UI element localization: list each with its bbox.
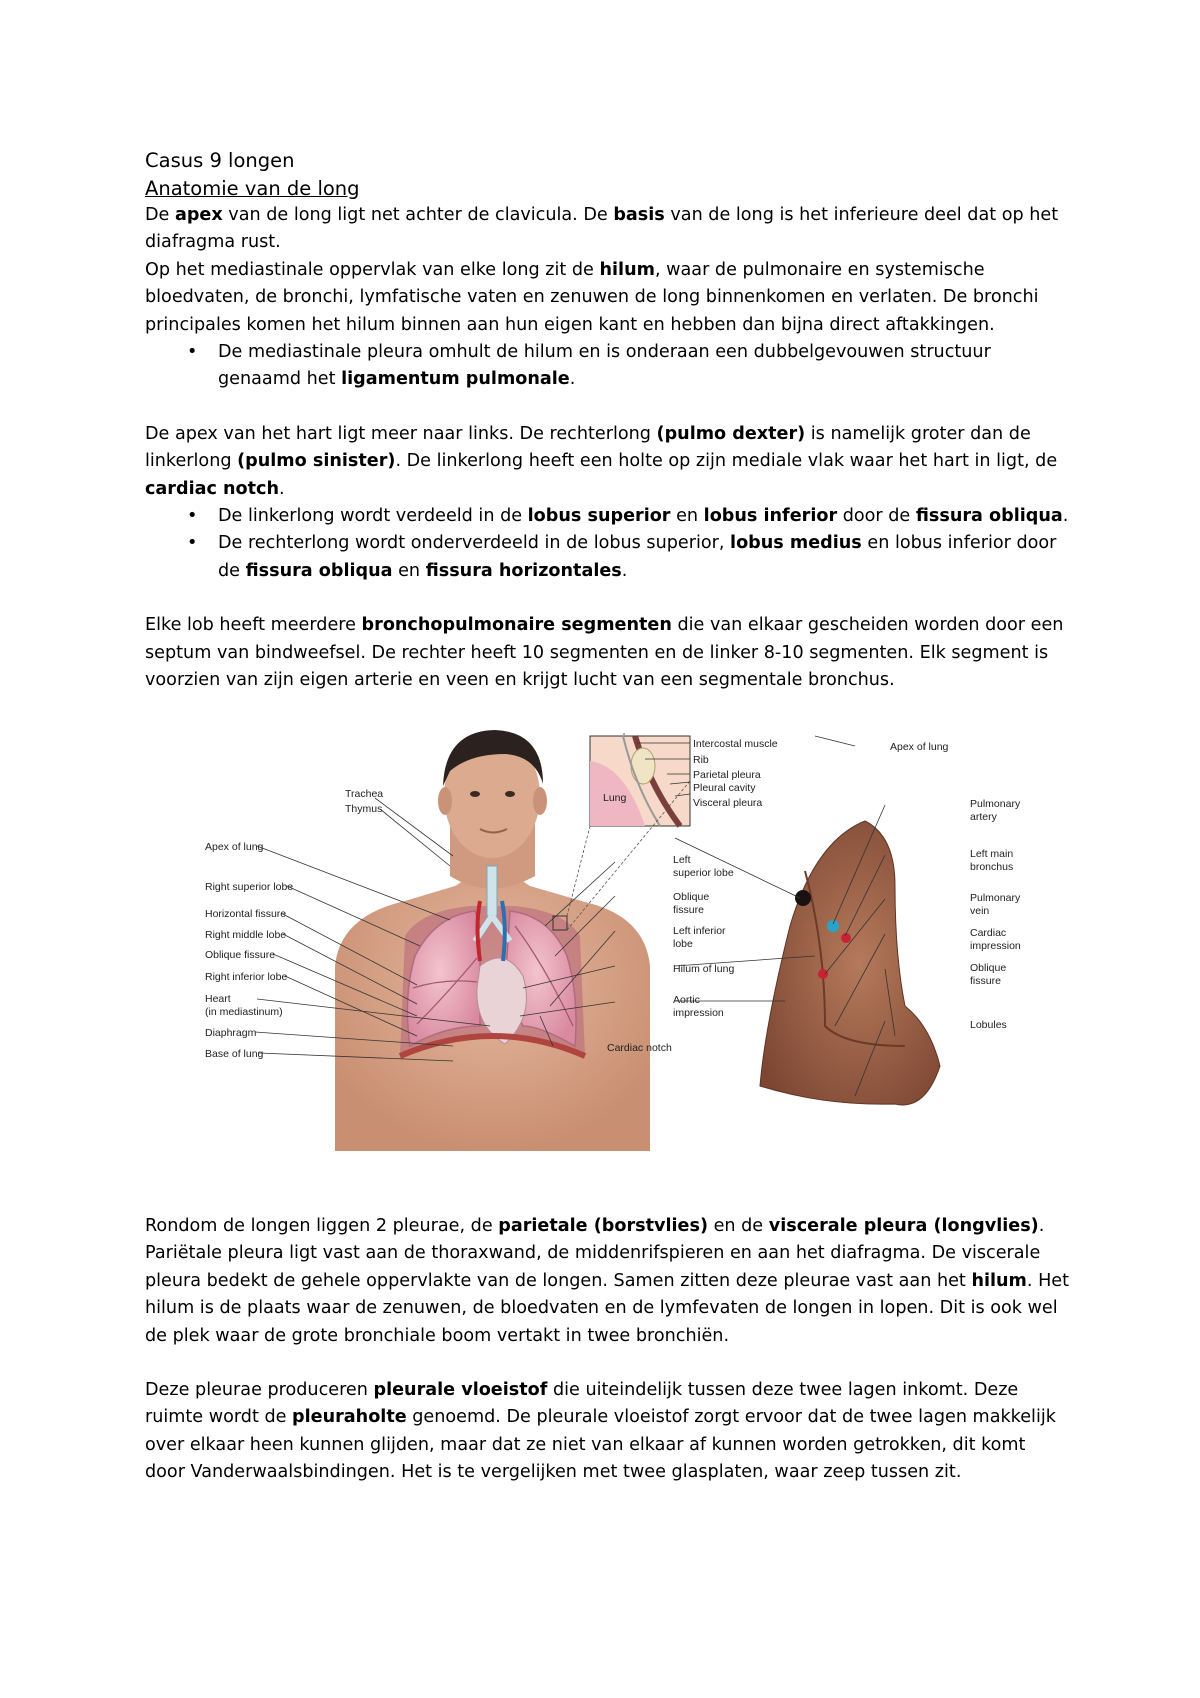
label-pulmonary-vein-2: vein bbox=[970, 905, 990, 917]
label-pulmonary-artery-1: Pulmonary bbox=[970, 798, 1021, 810]
paragraph-pleural-fluid-run: pleurale vloeistof bbox=[373, 1380, 548, 1401]
label-lobules: Lobules bbox=[970, 1019, 1007, 1031]
document-title: Casus 9 longen bbox=[145, 149, 295, 172]
label-base-of-lung: Base of lung bbox=[205, 1048, 264, 1060]
label-left-superior-lobe-1: Left bbox=[673, 854, 691, 866]
bullet-item-run: en lobus inferior door de bbox=[218, 533, 1057, 581]
bullet-list-lobes bbox=[145, 503, 1070, 585]
label-hilum-of-lung: Hilum of lung bbox=[673, 963, 735, 975]
text-block-top bbox=[145, 147, 1070, 695]
label-horizontal-fissure: Horizontal fissure bbox=[205, 908, 287, 920]
paragraph-lungs-size-run: (pulmo sinister) bbox=[237, 451, 396, 472]
paragraph-pleurae-run: hilum bbox=[971, 1270, 1027, 1291]
label-intercostal-muscle: Intercostal muscle bbox=[693, 738, 778, 750]
paragraph-apex-basis-run: basis bbox=[613, 205, 665, 225]
label-visceral-pleura: Visceral pleura bbox=[693, 797, 763, 809]
label-oblique-fissure-mid-1: Oblique bbox=[673, 891, 710, 903]
paragraph-apex-basis-run: apex bbox=[174, 205, 223, 225]
paragraph-pleurae-run: en de bbox=[707, 1216, 769, 1236]
label-right-inferior-lobe: Right inferior lobe bbox=[205, 971, 288, 983]
label-apex-of-lung-specimen: Apex of lung bbox=[890, 741, 949, 753]
paragraph-pleural-fluid bbox=[145, 1377, 1070, 1487]
paragraph-pleural-fluid-run: pleuraholte bbox=[292, 1407, 407, 1428]
label-pulmonary-vein-1: Pulmonary bbox=[970, 892, 1021, 904]
label-aortic-impression-2: impression bbox=[673, 1007, 724, 1019]
label-oblique-fissure-mid-2: fissure bbox=[673, 904, 704, 916]
bullet-item-run: . bbox=[569, 369, 576, 390]
paragraph-lungs-size-run: (pulmo dexter) bbox=[656, 423, 806, 444]
text-block-bottom bbox=[145, 1213, 1070, 1487]
label-pulmonary-artery-2: artery bbox=[970, 811, 997, 823]
label-apex-of-lung: Apex of lung bbox=[205, 841, 264, 853]
label-left-inferior-lobe-1: Left inferior bbox=[673, 925, 726, 937]
label-left-superior-lobe-2: superior lobe bbox=[673, 867, 734, 879]
paragraph-apex-basis-run: van de long is het inferieure deel dat op het diafragma rust. bbox=[145, 205, 1059, 253]
paragraph-apex-basis-run: De bbox=[145, 205, 175, 225]
section-heading: Anatomie van de long bbox=[145, 177, 360, 200]
bullet-item bbox=[145, 339, 1070, 394]
bullet-item-run: fissura obliqua bbox=[245, 560, 393, 581]
bullet-item-run: fissura horizontales bbox=[425, 560, 622, 581]
bullet-item-run: . bbox=[621, 560, 628, 581]
label-cardiac-notch: Cardiac notch bbox=[607, 1042, 672, 1054]
lung-anatomy-figure bbox=[205, 726, 1050, 1158]
bullet-item bbox=[145, 503, 1070, 530]
bullet-item-run: De rechterlong wordt onderverdeeld in de lobus superior, bbox=[218, 533, 731, 554]
paragraph-hilum-run: Op het mediastinale oppervlak van elke long zit de bbox=[145, 259, 600, 280]
bullet-list-hilum bbox=[145, 339, 1070, 394]
paragraph-pleurae bbox=[145, 1213, 1070, 1350]
bullet-item-run: lobus superior bbox=[527, 506, 671, 527]
bullet-item-run: fissura obliqua bbox=[915, 506, 1063, 527]
paragraph-lungs-size-run: De apex van het hart ligt meer naar links. De rechterlong bbox=[145, 423, 657, 444]
paragraph-segments-run: bronchopulmonaire segmenten bbox=[361, 615, 672, 636]
paragraph-pleurae-run: . Het hilum is de plaats waar de zenuwen, de bloedvaten en de lymfevaten de longen in lopen. Dit is ook wel de plek waar de grote bronchiale boom vertakt in twee bronchiën. bbox=[145, 1270, 1070, 1346]
bullet-item-run: lobus inferior bbox=[703, 506, 838, 527]
paragraph-pleural-fluid-run: Deze pleurae produceren bbox=[145, 1380, 374, 1401]
label-left-main-bronchus-2: bronchus bbox=[970, 861, 1014, 873]
lung-anatomy-illustration bbox=[205, 726, 1050, 1158]
paragraph-apex-basis-run: van de long ligt net achter de clavicula. De bbox=[222, 205, 614, 225]
paragraph-pleurae-run: . Pariëtale pleura ligt vast aan de thoraxwand, de middenrifspieren en aan het diafragma. De viscerale pleura bedekt de gehele oppervlakte van de longen. Samen zitten deze pleurae vast aan het bbox=[145, 1216, 1045, 1291]
paragraph-segments bbox=[145, 612, 1070, 694]
bullet-item-run: . bbox=[1062, 506, 1069, 527]
label-oblique-fissure: Oblique fissure bbox=[205, 949, 276, 961]
paragraph-lungs-size-run: is namelijk groter dan de linkerlong bbox=[145, 423, 1031, 472]
label-cardiac-impression-1: Cardiac bbox=[970, 927, 1007, 939]
paragraph-pleural-fluid-run: die uiteindelijk tussen deze twee lagen inkomt. Deze ruimte wordt de bbox=[145, 1380, 1019, 1428]
label-right-superior-lobe: Right superior lobe bbox=[205, 881, 294, 893]
paragraph-pleural-fluid-run: genoemd. De pleurale vloeistof zorgt ervoor dat de twee lagen makkelijk over elkaar heen kunnen glijden, maar dat ze niet van elkaar af kunnen worden getrokken, dit komt door Vanderwaalsbindingen. Het is te vergelijken met twee glasplaten, waar zeep tussen zit. bbox=[145, 1407, 1056, 1483]
bullet-item-run: en bbox=[392, 560, 426, 581]
label-oblique-fissure-specimen-1: Oblique bbox=[970, 962, 1007, 974]
label-aortic-impression-1: Aortic bbox=[673, 994, 700, 1006]
paragraph-hilum bbox=[145, 257, 1070, 339]
bullet-item-run: De linkerlong wordt verdeeld in de bbox=[218, 506, 528, 527]
bullet-item-run: en bbox=[670, 506, 704, 527]
paragraph-lungs-size-run: . De linkerlong heeft een holte op zijn mediale vlak waar het hart in ligt, de bbox=[395, 451, 1058, 472]
label-cardiac-impression-2: impression bbox=[970, 940, 1021, 952]
label-trachea: Trachea bbox=[345, 788, 384, 800]
inset-lung-label: Lung bbox=[603, 792, 627, 804]
paragraph-hilum-run: , waar de pulmonaire en systemische bloedvaten, de bronchi, lymfatische vaten en zenuwen de long binnenkomen en verlaten. De bronchi principales komen het hilum binnen aan hun eigen kant en hebben dan bijna direct aftakkingen. bbox=[145, 259, 1039, 335]
label-oblique-fissure-specimen-2: fissure bbox=[970, 975, 1001, 987]
bullet-item-run: De mediastinale pleura omhult de hilum en is onderaan een dubbelgevouwen structuur genaamd het bbox=[218, 342, 991, 390]
paragraph-lungs-size-run: cardiac notch bbox=[145, 478, 280, 499]
label-heart: Heart bbox=[205, 993, 231, 1005]
paragraph-segments-run: die van elkaar gescheiden worden door een septum van bindweefsel. De rechter heeft 10 segmenten en de linker 8-10 segmenten. Elk segment is voorzien van zijn eigen arterie en veen en krijgt lucht van een segmentale bronchus. bbox=[145, 615, 1064, 691]
bullet-item-run: lobus medius bbox=[730, 533, 862, 554]
bullet-item-run: ligamentum pulmonale bbox=[341, 369, 570, 390]
label-thymus: Thymus bbox=[345, 803, 383, 815]
paragraph-pleurae-run: viscerale pleura (longvlies) bbox=[768, 1216, 1039, 1236]
bullet-item-run: door de bbox=[837, 506, 916, 527]
paragraph-hilum-run: hilum bbox=[599, 259, 655, 280]
label-right-middle-lobe: Right middle lobe bbox=[205, 929, 287, 941]
paragraph-pleurae-run: Rondom de longen liggen 2 pleurae, de bbox=[145, 1216, 499, 1236]
paragraph-lungs-size-run: . bbox=[279, 478, 285, 499]
label-rib: Rib bbox=[693, 754, 709, 766]
label-in-mediastinum: (in mediastinum) bbox=[205, 1006, 283, 1018]
label-left-inferior-lobe-2: lobe bbox=[673, 938, 693, 950]
paragraph-lungs-size bbox=[145, 421, 1070, 503]
label-parietal-pleura: Parietal pleura bbox=[693, 769, 761, 781]
label-diaphragm: Diaphragm bbox=[205, 1027, 257, 1039]
paragraph-segments-run: Elke lob heeft meerdere bbox=[145, 615, 362, 636]
paragraph-apex-basis bbox=[145, 202, 1070, 257]
label-left-main-bronchus-1: Left main bbox=[970, 848, 1014, 860]
label-pleural-cavity: Pleural cavity bbox=[693, 782, 756, 794]
paragraph-pleurae-run: parietale (borstvlies) bbox=[498, 1216, 708, 1236]
bullet-item bbox=[145, 530, 1070, 585]
